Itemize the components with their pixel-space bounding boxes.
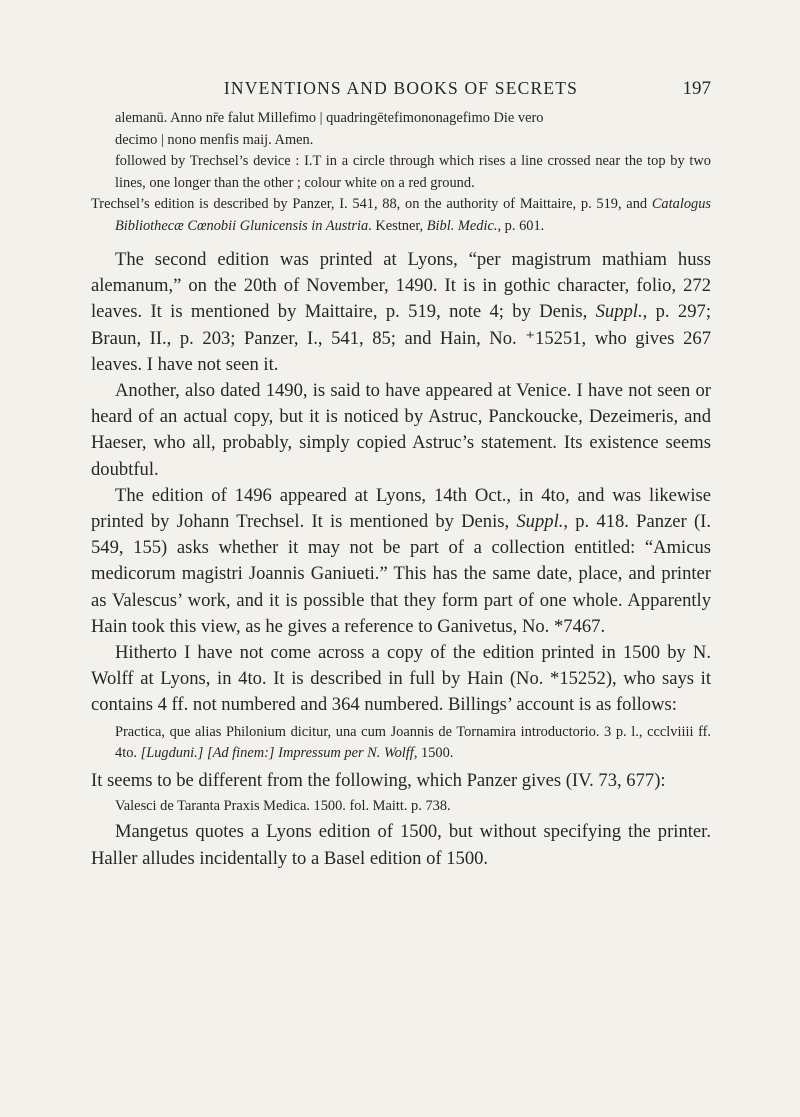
- colophon-line: alemanū. Anno nr̄e falut Millefimo | quadringētefimononagefimo Die vero: [115, 110, 544, 126]
- paragraph: It seems to be different from the following, which Panzer gives (IV. 73, 677):: [91, 769, 666, 791]
- paragraph: Mangetus quotes a Lyons edition of 1500, but without specifying the printer. Haller alludes incidentally to a Basel edition of 1500.: [91, 821, 711, 869]
- block-quote: [91, 722, 711, 765]
- text-run: , 1500.: [413, 745, 454, 762]
- italic-title: Bibl. Medic.: [426, 217, 498, 234]
- running-head: INVENTIONS AND BOOKS OF SECRETS: [223, 78, 579, 98]
- text-run: Practica, que alias Philonium dicitur, una cum Joannis de Tornamira introductorio. 3 p. l., ccclviiii ff. 4to.: [115, 723, 711, 762]
- paragraph: Hitherto I have not come across a copy of the edition printed in 1500 by N. Wolff at Lyons, in 4to. It is described in full by Hain (No. *15252), who says it contains 4 ff. not numbered and 364 numbered. Billings’ account is as follows:: [91, 642, 711, 716]
- text-run: , p. 601.: [497, 217, 545, 234]
- text-run: , p. 418. Panzer (I. 549, 155) asks whether it may not be part of a collection entitled: “Amicus medicorum magistri Joannis Ganiueti.” This has the same date, place, and printer as Valescus’ work, and it is possible that they form part of one whole. Apparently Hain took this view, as he gives a reference to Ganivetus, No. *7467.: [91, 511, 711, 637]
- text-run: , p. 297; Braun, II., p. 203; Panzer, I., 541, 85; and Hain, No. ⁺15251, who gives 267 leaves. I have not seen it.: [91, 301, 711, 375]
- italic-text: Impressum per N. Wolff: [278, 745, 414, 762]
- text-run: The edition of 1496 appeared at Lyons, 14th Oct., in 4to, and was likewise printed by Johann Trechsel. It is mentioned by Denis,: [91, 484, 711, 533]
- text-run: The second edition was printed at Lyons, “per magistrum mathiam huss alemanum,” on the 20th of November, 1490. It is in gothic character, folio, 272 leaves. It is mentioned by Maittaire, p. 519, note 4; by Denis,: [91, 249, 711, 323]
- italic-title: Catalogus Bibliothecæ Cœnobii Glunicensis in Austria: [115, 196, 711, 234]
- paragraph: [91, 247, 711, 378]
- page-header: [91, 70, 711, 100]
- italic-text: [Lugduni.]: [140, 745, 204, 762]
- paragraph: Another, also dated 1490, is said to have appeared at Venice. I have not seen or heard of an actual copy, but it is noticed by Astruc, Panckoucke, Dezeimeris, and Haeser, who all, probably, simply copied Astruc’s statement. Its existence seems doubtful.: [91, 380, 711, 480]
- italic-text: [Ad finem:]: [206, 745, 275, 762]
- text-run: . Kestner,: [368, 217, 427, 234]
- paragraph: [91, 483, 711, 640]
- edition-description: [91, 194, 711, 237]
- colophon-block: [91, 108, 711, 237]
- book-page: [91, 70, 711, 872]
- italic-title: Suppl.: [516, 511, 564, 533]
- block-quote: Valesci de Taranta Praxis Medica. 1500. fol. Maitt. p. 738.: [115, 797, 451, 814]
- colophon-line: decimo | nono menfis maij. Amen.: [115, 131, 314, 148]
- text-run: Trechsel’s edition is described by Panzer, I. 541, 88, on the authority of Maittaire, p. 519, and: [91, 196, 652, 212]
- page-number: 197: [682, 78, 711, 99]
- italic-title: Suppl.: [595, 301, 643, 323]
- device-description: followed by Trechsel’s device : I.T in a circle through which rises a line crossed near the top by two lines, one longer than the other ; colour white on a red ground.: [115, 153, 711, 191]
